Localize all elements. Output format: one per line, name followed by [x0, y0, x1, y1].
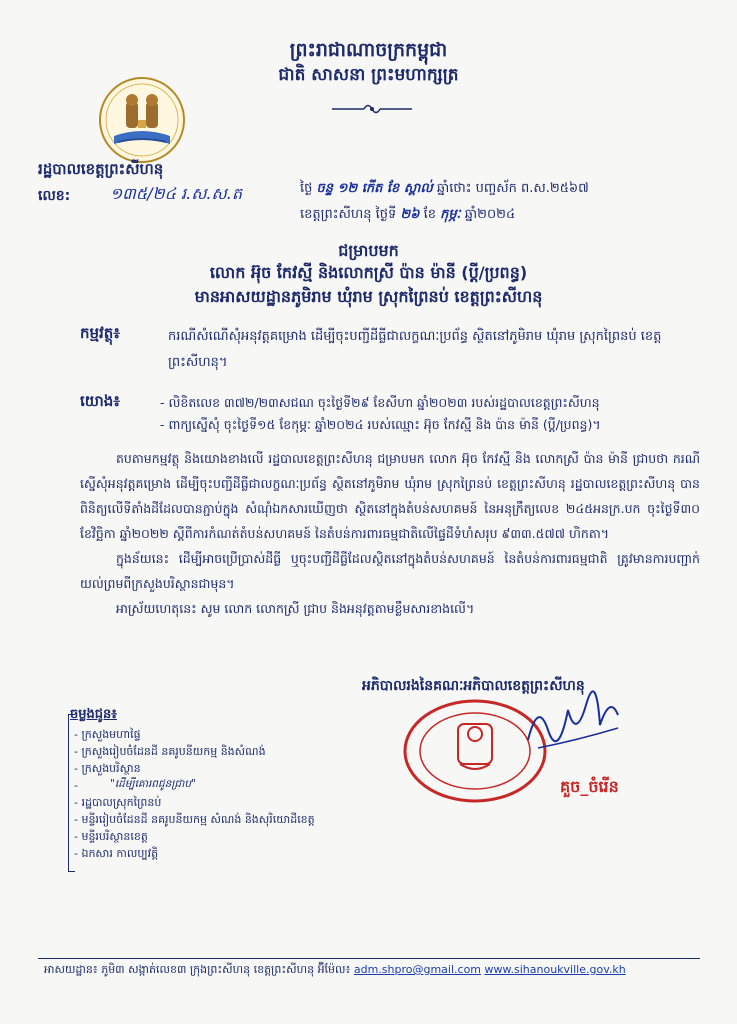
- reference-item: - ពាក្យស្នើសុំ ចុះថ្ងៃទី១៥ ខែកុម្ភៈ ឆ្នាំ២០២៤ របស់ឈ្មោះ អ៊ុច កែវស្មី និង ប៉ាន ម៉ានី (ប្តី/ប្រពន្ធ)។: [160, 417, 601, 432]
- letter-body: [80, 446, 700, 621]
- cc-item: - ក្រសួងរៀបចំដែនដី នគរូបនីយកម្ម និងសំណង់: [74, 743, 315, 760]
- references-label: យោង៖: [80, 392, 120, 410]
- lunar-date-suffix: ឆ្នាំថោះ បញ្ចស័ក ព.ស.២៥៦៧: [436, 181, 589, 196]
- solar-date-line: [300, 206, 515, 225]
- reference-number-value: ១៣៥/២៤ រ.ស.ស.ត: [110, 184, 242, 203]
- footer-address-text: អាសយដ្ឋាន៖ ភូមិ៣ សង្កាត់លេខ៣ ក្រុងព្រះសីហនុ ខេត្តព្រះសីហនុ អ៊ីម៉ែល៖: [44, 963, 351, 976]
- greeting: ជម្រាបមក: [338, 241, 399, 260]
- lunar-date-line: [300, 180, 589, 199]
- reference-number-label: លេខ:: [38, 188, 71, 204]
- footer-email-link[interactable]: adm.shpro@gmail.com: [353, 963, 482, 976]
- reference-item: - លិខិតលេខ ៣៧២/២៣សជណ ចុះថ្ងៃទី២៩ ខែសីហា ឆ្នាំ២០២៣ របស់រដ្ឋបាលខេត្តព្រះសីហនុ: [160, 395, 600, 410]
- subject-text: ករណីសំណើសុំអនុវត្តគម្រោង ដើម្បីចុះបញ្ជីដីធ្លីជាលក្ខណៈប្រព័ន្ធ ស្ថិតនៅភូមិរាម ឃុំរាម ស្រុកព្រៃនប់ ខេត្តព្រះសីហនុ។: [168, 329, 662, 370]
- cc-sub-note: "ដើម្បីគោរពជូនជ្រាប": [110, 778, 196, 790]
- solar-date-month-prefix: ខែ: [423, 207, 436, 222]
- cc-item: - រដ្ឋបាលស្រុកព្រៃនប់: [74, 794, 315, 811]
- lunar-date-prefix: ថ្ងៃ: [300, 181, 313, 196]
- body-paragraph: អាស្រ័យហេតុនេះ សូម លោក លោកស្រី ជ្រាប និងអនុវត្តតាមខ្លឹមសារខាងលើ។: [116, 601, 475, 616]
- reference-item-text: លិខិតលេខ ៣៧២/២៣សជណ ចុះថ្ងៃទី២៩ ខែសីហា ឆ្នាំ២០២៣ របស់រដ្ឋបាលខេត្តព្រះសីហនុ: [168, 395, 600, 410]
- signatory-title: អភិបាលរងនៃគណៈអភិបាលខេត្តព្រះសីហនុ: [362, 678, 585, 694]
- cc-item: - ឯកសារ កាលប្បវត្តិ: [74, 845, 315, 862]
- signatory-name: គួច_ចំរើន: [560, 777, 619, 796]
- cc-list: [74, 726, 315, 862]
- national-motto: ជាតិ សាសនា ព្រះមហាក្សត្រ: [278, 65, 459, 85]
- solar-date-year: ឆ្នាំ២០២៤: [464, 207, 516, 222]
- reference-item-text: ពាក្យស្នើសុំ ចុះថ្ងៃទី១៥ ខែកុម្ភៈ ឆ្នាំ២០២៤ របស់ឈ្មោះ អ៊ុច កែវស្មី និង ប៉ាន ម៉ានី (ប្តី/ប្រពន្ធ)។: [168, 417, 601, 432]
- addressee-names: លោក អ៊ុច កែវស្មី និងលោកស្រី ប៉ាន ម៉ានី (ប្តី/ប្រពន្ធ): [209, 263, 528, 282]
- subject-label: កម្មវត្ថុ៖: [80, 324, 120, 342]
- cc-item: - មន្ទីរបរិស្ថានខេត្ត: [74, 828, 315, 845]
- lunar-date-handwritten: ចន្ទ ១២ កើត ខែ ស្ពាល់: [316, 181, 433, 196]
- cc-label: ចម្លងជូន៖: [70, 707, 117, 722]
- footer-address: [44, 963, 704, 979]
- solar-date-prefix: ខេត្តព្រះសីហនុ ថ្ងៃទី: [300, 207, 397, 222]
- cc-item: - ក្រសួងមហាផ្ទៃ: [74, 726, 315, 743]
- kingdom-title: ព្រះរាជាណាចក្រកម្ពុជា: [289, 39, 448, 61]
- province-logo: [98, 76, 186, 164]
- addressee-address: មានអាសយដ្ឋានភូមិរាម ឃុំរាម ស្រុកព្រៃនប់ ខេត្តព្រះសីហនុ: [194, 287, 543, 306]
- handwritten-signature: [518, 690, 628, 760]
- footer-divider: [38, 958, 700, 959]
- cc-item: - ក្រសួងបរិស្ថាន: [74, 760, 315, 777]
- cc-item: - មន្ទីររៀបចំដែនដី នគរូបនីយកម្ម សំណង់ និងសុរិយោដីខេត្ត: [74, 811, 315, 828]
- ornament-divider: [330, 100, 414, 118]
- footer-website-link[interactable]: www.sihanoukville.gov.kh: [484, 963, 626, 976]
- body-paragraph: ក្នុងន័យនេះ ដើម្បីអាចប្រើប្រាស់ដីធ្លី ឬចុះបញ្ជីដីធ្លីដែលស្ថិតនៅក្នុងតំបន់សហគមន៍ នៃតំបន់ការពារធម្មជាតិ ត្រូវមានការបញ្ជាក់យល់ព្រមពីក្រសួងបរិស្ថានជាមុន។: [80, 551, 700, 591]
- sender-administration: រដ្ឋបាលខេត្តព្រះសីហនុ: [38, 160, 164, 178]
- references-list: [160, 392, 700, 436]
- solar-date-day: ២៦: [400, 207, 420, 222]
- solar-date-month: កុម្ភៈ: [440, 207, 461, 222]
- body-paragraph: តបតាមកម្មវត្ថុ និងយោងខាងលើ រដ្ឋបាលខេត្តព្រះសីហនុ ជម្រាបមក លោក អ៊ុច កែវស្មី និង លោកស្រី ប៉ាន ម៉ានី ជ្រាបថា ករណីស្នើសុំអនុវត្តគម្រោង ដើម្បីចុះបញ្ជីដីធ្លីជាលក្ខណៈប្រព័ន្ធ ស្ថិតនៅភូមិរាម ឃុំរាម ស្រុកព្រៃនប់ ខេត្តព្រះសីហនុ រដ្ឋបាលខេត្តព្រះសីហនុ បានពិនិត្យលើទីតាំងដីដែលបានភ្ជាប់ក្នុង សំណុំឯកសារឃើញថា ស្ថិតនៅក្នុងតំបន់សហគមន៍ នៃអនុក្រឹត្យលេខ ២៤៥អនក្រ.បក ចុះថ្ងៃទី៣០ ខែវិច្ឆិកា ឆ្នាំ២០២២ ស្តីពីការកំណត់តំបន់សហគមន៍ នៃតំបន់ការពារធម្មជាតិលើផ្ទៃដីទំហំសរុប ៩៣៣.៥៧៧ ហិកតា។: [80, 451, 700, 541]
